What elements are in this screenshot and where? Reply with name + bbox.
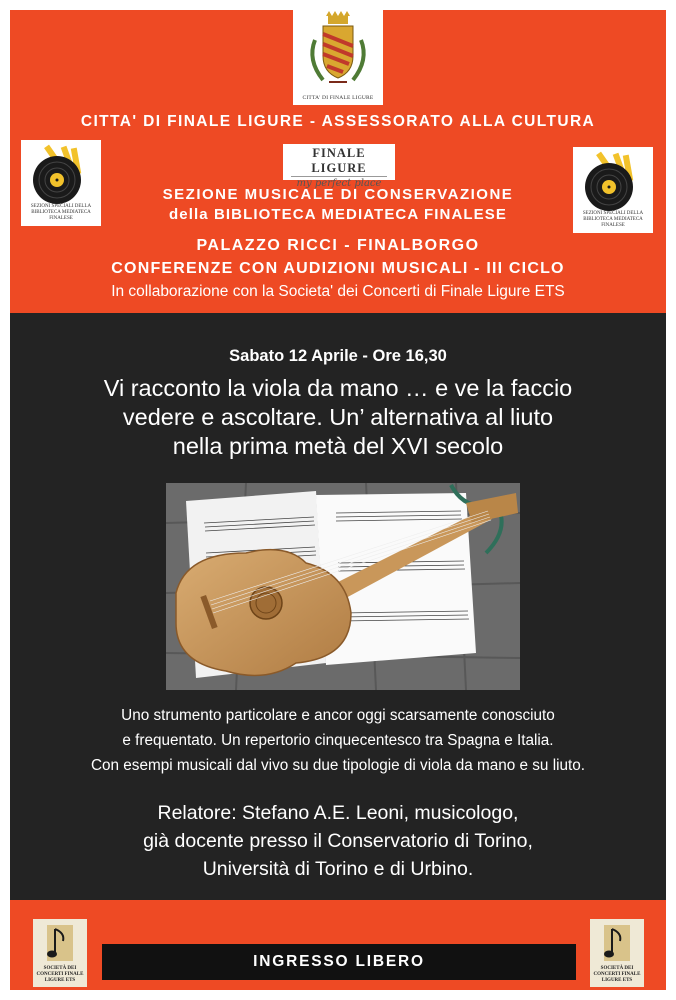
collaborazione-text: In collaborazione con la Societa' dei Concerti di Finale Ligure ETS [111, 283, 565, 300]
speaker-info [10, 799, 666, 883]
biblioteca-heading: della BIBLIOTECA MEDIATECA FINALESE [169, 206, 507, 223]
event-title-line: vedere e ascoltare. Un’ alternativa al liuto [122, 404, 554, 430]
societa-concerti-logo-icon [590, 919, 644, 967]
brand-logo-title: FINALE LIGURE [311, 146, 367, 175]
header-section [10, 10, 666, 313]
event-poster [10, 10, 666, 990]
speaker-line: già docente presso il Conservatorio di Torino, [143, 830, 533, 852]
brand-logo-tagline: my perfect place [291, 176, 387, 191]
societa-concerti-logo-right [590, 919, 644, 987]
biblioteca-logo-left-caption: SEZIONI SPECIALI DELLA BIBLIOTECA MEDIATECA FINALESE [30, 204, 92, 221]
finale-ligure-brand-logo [283, 144, 395, 189]
event-description [10, 703, 666, 778]
societa-logo-left-caption: SOCIETÀ DEI CONCERTI FINALE LIGURE ETS [36, 966, 84, 983]
description-line: Uno strumento particolare e ancor oggi scarsamente conosciuto [121, 707, 555, 724]
viola-da-mano-image [166, 483, 520, 690]
biblioteca-logo-right-caption: SEZIONI SPECIALI DELLA BIBLIOTECA MEDIATECA FINALESE [582, 211, 644, 228]
free-entry-banner: INGRESSO LIBERO [102, 944, 576, 980]
city-crest-logo [293, 10, 383, 105]
event-title-line: Vi racconto la viola da mano … e ve la faccio [103, 375, 573, 401]
speaker-line: Università di Torino e di Urbino. [202, 858, 474, 880]
conferenze-heading: CONFERENZE CON AUDIZIONI MUSICALI - III CICLO [111, 260, 565, 277]
footer-section [10, 900, 666, 990]
description-line: Con esempi musicali dal vivo su due tipologie di viola da mano e su liuto. [90, 757, 586, 774]
event-date: Sabato 12 Aprile - Ore 16,30 [229, 347, 447, 365]
city-assessorato-heading: CITTA' DI FINALE LIGURE - ASSESSORATO ALLA CULTURA [80, 113, 596, 130]
societa-concerti-logo-icon [33, 919, 87, 967]
event-title-line: nella prima metà del XVI secolo [172, 433, 504, 459]
societa-logo-right-caption: SOCIETÀ DEI CONCERTI FINALE LIGURE ETS [593, 966, 641, 983]
description-line: e frequentato. Un repertorio cinquecentesco tra Spagna e Italia. [122, 732, 554, 749]
palazzo-heading: PALAZZO RICCI - FINALBORGO [196, 237, 480, 254]
societa-concerti-logo-left [33, 919, 87, 987]
viola-da-mano-photo [166, 483, 520, 690]
event-section [10, 313, 666, 900]
city-crest-caption: CITTA' DI FINALE LIGURE [302, 95, 374, 101]
event-title [10, 374, 666, 461]
speaker-line: Relatore: Stefano A.E. Leoni, musicologo, [157, 802, 519, 824]
vinyl-record-books-icon [573, 147, 653, 215]
city-coat-of-arms-icon [293, 10, 383, 95]
sezione-heading: SEZIONE MUSICALE DI CONSERVAZIONE [162, 186, 514, 203]
